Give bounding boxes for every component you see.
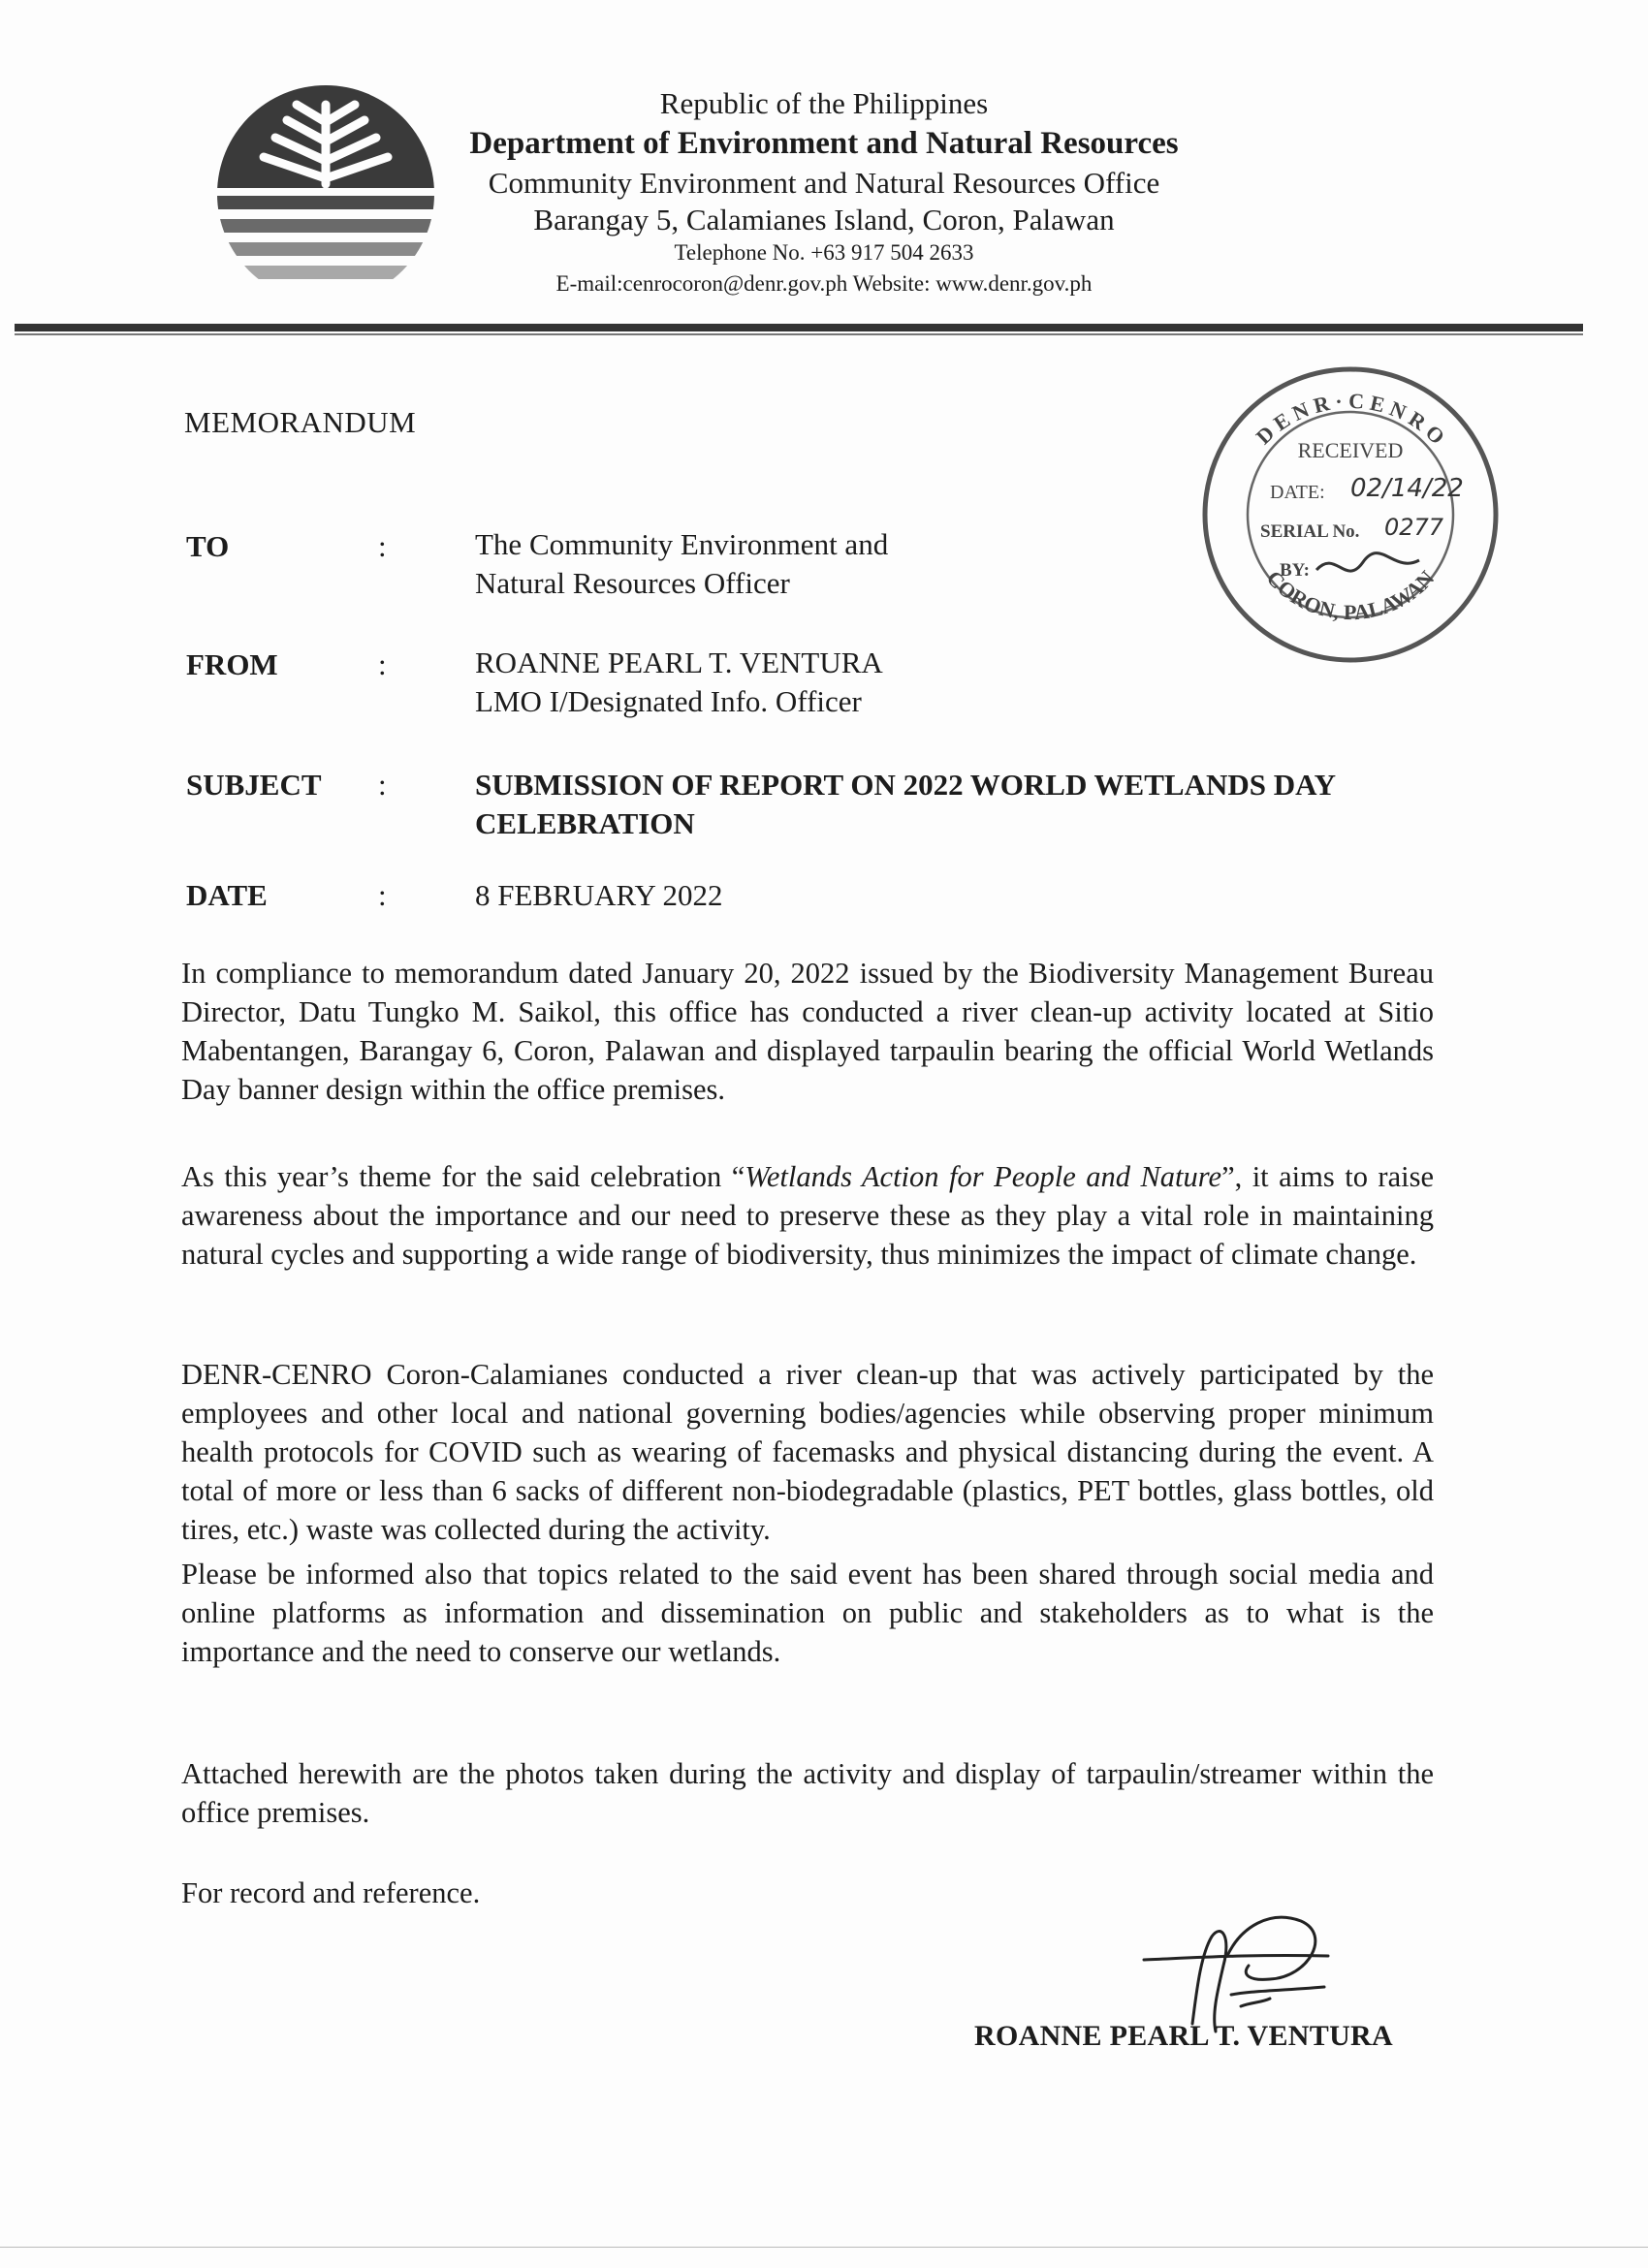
from-colon: : bbox=[378, 647, 387, 681]
paragraph-compliance: In compliance to memorandum dated January 20, 2022 issued by the Biodiversity Management Bureau Director, Datu Tungko M. Saikol, this office has conducted a river clean-up activity located at Sitio Mabentangen, Barangay 6, Coron, Palawan and displayed tarpaulin bearing the official World Wetlands Day banner design within the office premises. bbox=[181, 957, 1434, 1106]
from-line-1: ROANNE PEARL T. VENTURA bbox=[475, 646, 883, 679]
paragraph-attachments: Attached herewith are the photos taken during the activity and display of tarpaulin/streamer within the office premises. bbox=[181, 1757, 1434, 1829]
received-stamp bbox=[1190, 355, 1510, 675]
subject-line-1: SUBMISSION OF REPORT ON 2022 WORLD WETLANDS DAY bbox=[475, 768, 1337, 802]
to-value bbox=[475, 525, 1454, 603]
paragraph-theme bbox=[181, 1157, 1434, 1274]
from-line-2: LMO I/Designated Info. Officer bbox=[475, 684, 862, 718]
letterhead-telephone: Telephone No. +63 917 504 2633 bbox=[674, 240, 974, 265]
theme-intro: As this year’s theme for the said celebration “ bbox=[181, 1160, 745, 1193]
to-label: TO bbox=[186, 529, 230, 563]
to-line-2: Natural Resources Officer bbox=[475, 566, 790, 600]
theme-description: ”, it aims to raise awareness about the importance and our need to preserve these as they play a vital role in maintaining natural cycles and supporting a wide range of biodiversity, thus minimizes the impact of climate change. bbox=[181, 1160, 1434, 1271]
signatory-name: ROANNE PEARL T. VENTURA bbox=[974, 2020, 1393, 2052]
stamp-ring-top: D E N R · C E N R O bbox=[1251, 388, 1450, 450]
paragraph-cleanup: DENR-CENRO Coron-Calamianes conducted a river clean-up that was actively participated by the employees and other local and national governing bodies/agencies while observing proper minimum health protocols for COVID such as wearing of facemasks and physical distancing during the event. A total of more or less than 6 sacks of different non-biodegradable (plastics, PET bottles, glass bottles, old tires, etc.) waste was collected during the activity. bbox=[181, 1358, 1434, 1546]
date-colon: : bbox=[378, 878, 387, 912]
stamp-received: RECEIVED bbox=[1297, 438, 1404, 462]
memo-title: MEMORANDUM bbox=[184, 405, 417, 439]
stamp-serial-value: 0277 bbox=[1384, 514, 1444, 541]
letterhead-address: Barangay 5, Calamianes Island, Coron, Palawan bbox=[533, 203, 1115, 236]
to-line-1: The Community Environment and bbox=[475, 527, 889, 561]
from-value bbox=[475, 644, 1454, 721]
paragraph-information: Please be informed also that topics related to the said event has been shared through social media and online platforms as information and dissemination on public and stakeholders as to what is the importance and the need to conserve our wetlands. bbox=[181, 1558, 1434, 1668]
letterhead-rule-thin bbox=[15, 333, 1583, 335]
closing-line: For record and reference. bbox=[181, 1876, 481, 1909]
subject-colon: : bbox=[378, 768, 387, 802]
subject-label: SUBJECT bbox=[186, 768, 322, 802]
stamp-serial-label: SERIAL No. bbox=[1260, 521, 1360, 542]
stamp-date-label: DATE: bbox=[1270, 482, 1325, 503]
page-bottom-edge bbox=[0, 2247, 1648, 2248]
letterhead-republic: Republic of the Philippines bbox=[659, 86, 989, 120]
letterhead-email-website: E-mail:cenrocoron@denr.gov.ph Website: www.denr.gov.ph bbox=[555, 271, 1093, 296]
to-colon: : bbox=[378, 529, 387, 563]
date-value: 8 FEBRUARY 2022 bbox=[475, 878, 723, 912]
stamp-ring-bottom: CORON, PALAWAN bbox=[1261, 565, 1440, 625]
theme-name: Wetlands Action for People and Nature bbox=[745, 1160, 1222, 1193]
stamp-date-value: 02/14/22 bbox=[1350, 474, 1464, 503]
letterhead-office: Community Environment and Natural Resources Office bbox=[488, 166, 1160, 200]
subject-line-2: CELEBRATION bbox=[475, 806, 695, 840]
letterhead-rule bbox=[15, 324, 1583, 331]
letterhead-department: Department of Environment and Natural Resources bbox=[469, 126, 1179, 161]
stamp-by-label: BY: bbox=[1280, 560, 1310, 581]
date-label: DATE bbox=[186, 878, 268, 912]
from-label: FROM bbox=[186, 647, 278, 681]
subject-value bbox=[475, 766, 1454, 843]
